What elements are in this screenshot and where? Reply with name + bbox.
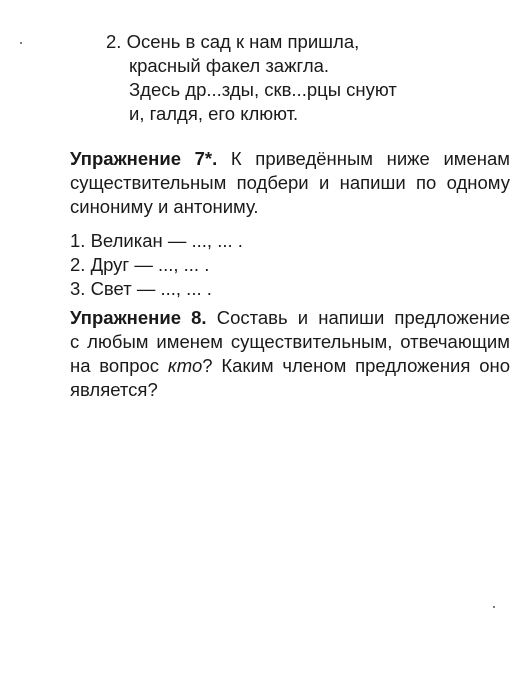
exercise-7-title: Упражнение 7*. [70, 148, 218, 169]
exercise-7-item-1: 1. Великан — ..., ... . [70, 230, 243, 251]
poem-line-text: Осень в сад к нам пришла, [126, 31, 360, 52]
exercise-7-line-2: существительным подбери и напиши по одному [70, 172, 510, 193]
exercise-7-item-2: 2. Друг — ..., ... . [70, 254, 210, 275]
poem-line-3: Здесь др...зды, скв...рцы снуют [129, 79, 397, 100]
poem-line-1 [106, 30, 397, 54]
poem-block [106, 30, 397, 126]
scan-speck [20, 42, 22, 44]
exercise-8-text: Составь и напиши предложение [216, 307, 511, 328]
exercise-8-title: Упражнение 8. [70, 307, 207, 328]
exercise-8-line-1 [70, 306, 510, 330]
poem-line-2: красный факел зажгла. [129, 55, 330, 76]
exercise-7-line-1 [70, 147, 510, 171]
exercise-8-text-post: ? Каким членом предложения оно [202, 355, 510, 376]
exercise-8-line-3 [70, 354, 510, 378]
exercise-8 [70, 306, 510, 402]
exercise-8-italic-word: кто [167, 355, 203, 376]
exercise-7-line-3: синониму и антониму. [70, 196, 259, 217]
exercise-7-text: К приведённым ниже именам [230, 148, 511, 169]
exercise-7-item-3: 3. Свет — ..., ... . [70, 278, 212, 299]
scan-speck [493, 606, 495, 608]
poem-number: 2. [106, 31, 122, 52]
exercise-7 [70, 147, 510, 301]
exercise-7-items [70, 229, 510, 301]
exercise-8-line-2: с любым именем существительным, отвечающим [70, 331, 510, 352]
exercise-8-line-4: является? [70, 379, 158, 400]
exercise-8-text-pre: на вопрос [70, 355, 168, 376]
poem-line-4: и, галдя, его клюют. [129, 103, 299, 124]
